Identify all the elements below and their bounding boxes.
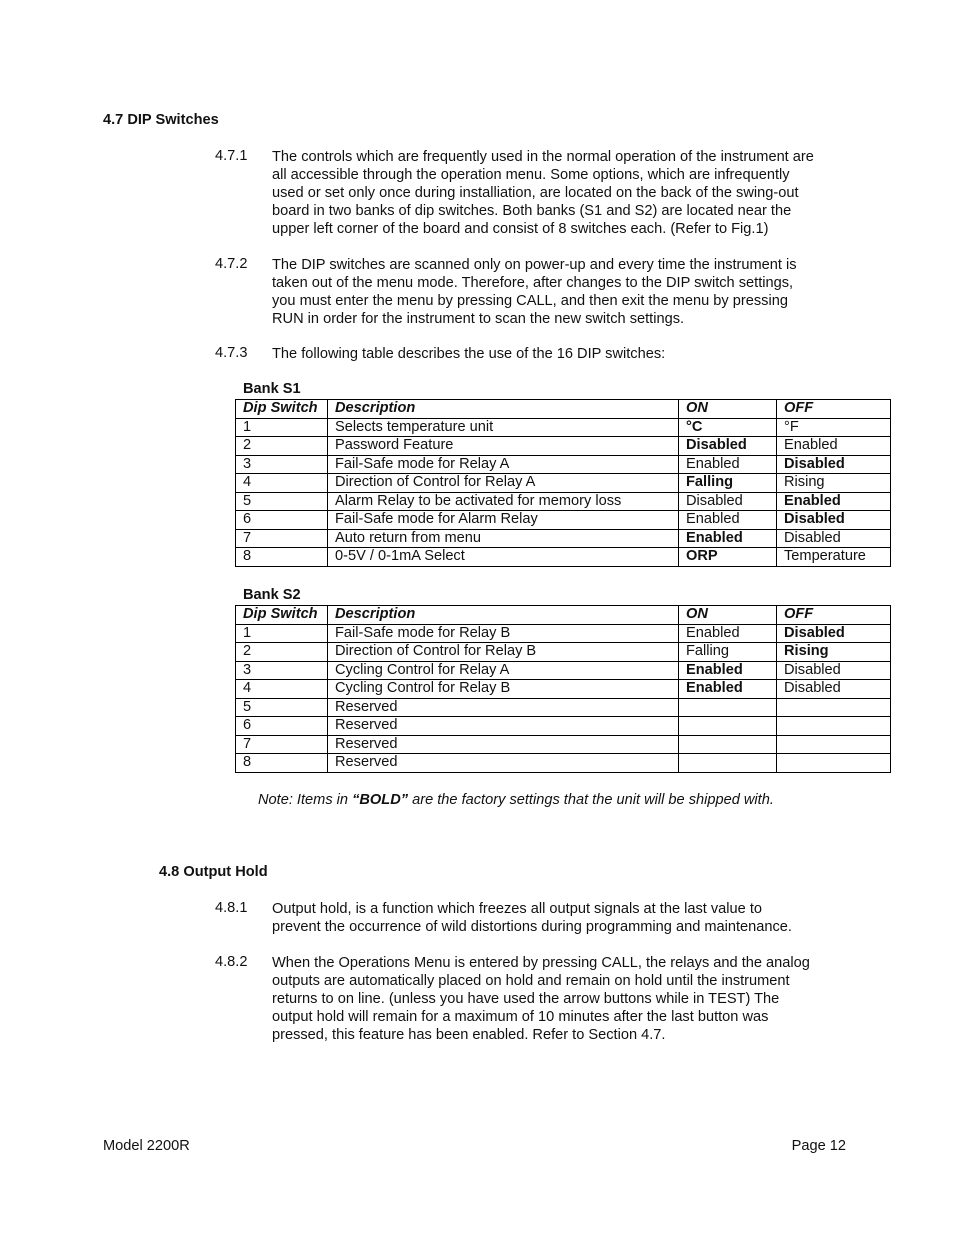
text-line: taken out of the menu mode. Therefore, after changes to the DIP switch settings, — [272, 275, 794, 291]
table-row — [236, 643, 891, 662]
switch-number-cell: 1 — [236, 418, 328, 437]
on-setting-cell: Enabled — [679, 529, 777, 548]
switch-number-cell: 6 — [236, 717, 328, 736]
text-line: outputs are automatically placed on hold and remain on hold until the instrument — [272, 973, 790, 989]
switch-number-cell: 7 — [236, 735, 328, 754]
column-header: Description — [328, 606, 679, 625]
table-row — [236, 624, 891, 643]
on-setting-cell: Enabled — [679, 624, 777, 643]
column-header: Dip Switch — [236, 400, 328, 419]
text-line: upper left corner of the board and consist of 8 switches each. (Refer to Fig.1) — [272, 221, 769, 237]
description-cell: Fail-Safe mode for Relay A — [328, 455, 679, 474]
switch-number-cell: 8 — [236, 754, 328, 773]
off-setting-cell: Disabled — [777, 455, 891, 474]
off-setting-cell: Disabled — [777, 661, 891, 680]
off-setting-cell: Enabled — [777, 492, 891, 511]
table-row — [236, 698, 891, 717]
table-row — [236, 680, 891, 699]
column-header: OFF — [777, 606, 891, 625]
text-line: used or set only once during installiation, are located on the back of the swing-out — [272, 185, 799, 201]
text-line: The controls which are frequently used in the normal operation of the instrument are — [272, 149, 814, 165]
section-4-7-heading: 4.7 DIP Switches — [103, 112, 219, 128]
table-row — [236, 511, 891, 530]
description-cell: Alarm Relay to be activated for memory loss — [328, 492, 679, 511]
paragraph-number: 4.8.1 — [215, 900, 248, 916]
description-cell: 0-5V / 0-1mA Select — [328, 548, 679, 567]
paragraph-number: 4.7.1 — [215, 148, 248, 164]
description-cell: Auto return from menu — [328, 529, 679, 548]
on-setting-cell: ORP — [679, 548, 777, 567]
switch-number-cell: 6 — [236, 511, 328, 530]
table-row — [236, 418, 891, 437]
table-row — [236, 492, 891, 511]
footer-model: Model 2200R — [103, 1138, 190, 1154]
switch-number-cell: 1 — [236, 624, 328, 643]
paragraph-text — [272, 345, 665, 363]
switch-number-cell: 2 — [236, 437, 328, 456]
on-setting-cell: Disabled — [679, 437, 777, 456]
table-row — [236, 754, 891, 773]
off-setting-cell: Disabled — [777, 680, 891, 699]
paragraph-number: 4.7.2 — [215, 256, 248, 272]
off-setting-cell — [777, 754, 891, 773]
table-row — [236, 548, 891, 567]
switch-number-cell: 3 — [236, 455, 328, 474]
switch-number-cell: 7 — [236, 529, 328, 548]
on-setting-cell: Enabled — [679, 511, 777, 530]
on-setting-cell: Falling — [679, 474, 777, 493]
note-text-after: are the factory settings that the unit will be shipped with. — [408, 792, 774, 808]
switch-number-cell: 3 — [236, 661, 328, 680]
description-cell: Reserved — [328, 754, 679, 773]
paragraph-text — [272, 148, 814, 238]
section-4-8-heading: 4.8 Output Hold — [159, 864, 268, 880]
off-setting-cell: Rising — [777, 643, 891, 662]
table-header-row — [236, 400, 891, 419]
footer-page-number: Page 12 — [791, 1138, 846, 1154]
off-setting-cell: Enabled — [777, 437, 891, 456]
bank-s1-table — [235, 399, 891, 567]
off-setting-cell: Disabled — [777, 529, 891, 548]
description-cell: Fail-Safe mode for Relay B — [328, 624, 679, 643]
on-setting-cell: Falling — [679, 643, 777, 662]
table-row — [236, 529, 891, 548]
description-cell: Direction of Control for Relay B — [328, 643, 679, 662]
text-line: RUN in order for the instrument to scan the new switch settings. — [272, 311, 685, 327]
table-row — [236, 735, 891, 754]
switch-number-cell: 5 — [236, 492, 328, 511]
switch-number-cell: 8 — [236, 548, 328, 567]
paragraph-number: 4.8.2 — [215, 954, 248, 970]
paragraph-number: 4.7.3 — [215, 345, 248, 361]
column-header: ON — [679, 400, 777, 419]
text-line: prevent the occurrence of wild distortions during programming and maintenance. — [272, 919, 792, 935]
bank-s2-table — [235, 605, 891, 773]
switch-number-cell: 5 — [236, 698, 328, 717]
text-line: pressed, this feature has been enabled. Refer to Section 4.7. — [272, 1027, 666, 1043]
text-line: Output hold, is a function which freezes all output signals at the last value to — [272, 901, 762, 917]
switch-number-cell: 4 — [236, 680, 328, 699]
switch-number-cell: 2 — [236, 643, 328, 662]
off-setting-cell: Temperature — [777, 548, 891, 567]
on-setting-cell — [679, 717, 777, 736]
note-bold-word: “BOLD” — [352, 792, 409, 808]
note-text-before: Note: Items in — [258, 792, 353, 808]
table-row — [236, 661, 891, 680]
off-setting-cell: Rising — [777, 474, 891, 493]
description-cell: Fail-Safe mode for Alarm Relay — [328, 511, 679, 530]
text-line: board in two banks of dip switches. Both banks (S1 and S2) are located near the — [272, 203, 792, 219]
column-header: Dip Switch — [236, 606, 328, 625]
table-row — [236, 474, 891, 493]
off-setting-cell: Disabled — [777, 624, 891, 643]
table-header-row — [236, 606, 891, 625]
description-cell: Reserved — [328, 735, 679, 754]
text-line: all accessible through the operation menu. Some options, which are infrequently — [272, 167, 790, 183]
column-header: ON — [679, 606, 777, 625]
description-cell: Reserved — [328, 698, 679, 717]
table-row — [236, 717, 891, 736]
on-setting-cell — [679, 754, 777, 773]
on-setting-cell — [679, 735, 777, 754]
off-setting-cell: Disabled — [777, 511, 891, 530]
table-row — [236, 437, 891, 456]
on-setting-cell: °C — [679, 418, 777, 437]
paragraph-text — [272, 954, 810, 1044]
bank-s1-label: Bank S1 — [243, 381, 301, 397]
description-cell: Password Feature — [328, 437, 679, 456]
description-cell: Cycling Control for Relay A — [328, 661, 679, 680]
off-setting-cell — [777, 698, 891, 717]
on-setting-cell: Enabled — [679, 680, 777, 699]
on-setting-cell: Disabled — [679, 492, 777, 511]
paragraph-text — [272, 900, 792, 936]
on-setting-cell: Enabled — [679, 455, 777, 474]
factory-settings-note — [258, 792, 774, 808]
off-setting-cell — [777, 717, 891, 736]
text-line: The following table describes the use of the 16 DIP switches: — [272, 346, 666, 362]
bank-s2-label: Bank S2 — [243, 587, 301, 603]
column-header: OFF — [777, 400, 891, 419]
table-row — [236, 455, 891, 474]
column-header: Description — [328, 400, 679, 419]
text-line: When the Operations Menu is entered by pressing CALL, the relays and the analog — [272, 955, 810, 971]
description-cell: Cycling Control for Relay B — [328, 680, 679, 699]
description-cell: Selects temperature unit — [328, 418, 679, 437]
off-setting-cell: °F — [777, 418, 891, 437]
text-line: output hold will remain for a maximum of 10 minutes after the last button was — [272, 1009, 769, 1025]
text-line: you must enter the menu by pressing CALL, and then exit the menu by pressing — [272, 293, 788, 309]
text-line: returns to on line. (unless you have used the arrow buttons while in TEST) The — [272, 991, 780, 1007]
description-cell: Reserved — [328, 717, 679, 736]
off-setting-cell — [777, 735, 891, 754]
description-cell: Direction of Control for Relay A — [328, 474, 679, 493]
paragraph-text — [272, 256, 797, 328]
on-setting-cell: Enabled — [679, 661, 777, 680]
switch-number-cell: 4 — [236, 474, 328, 493]
on-setting-cell — [679, 698, 777, 717]
text-line: The DIP switches are scanned only on power-up and every time the instrument is — [272, 257, 797, 273]
